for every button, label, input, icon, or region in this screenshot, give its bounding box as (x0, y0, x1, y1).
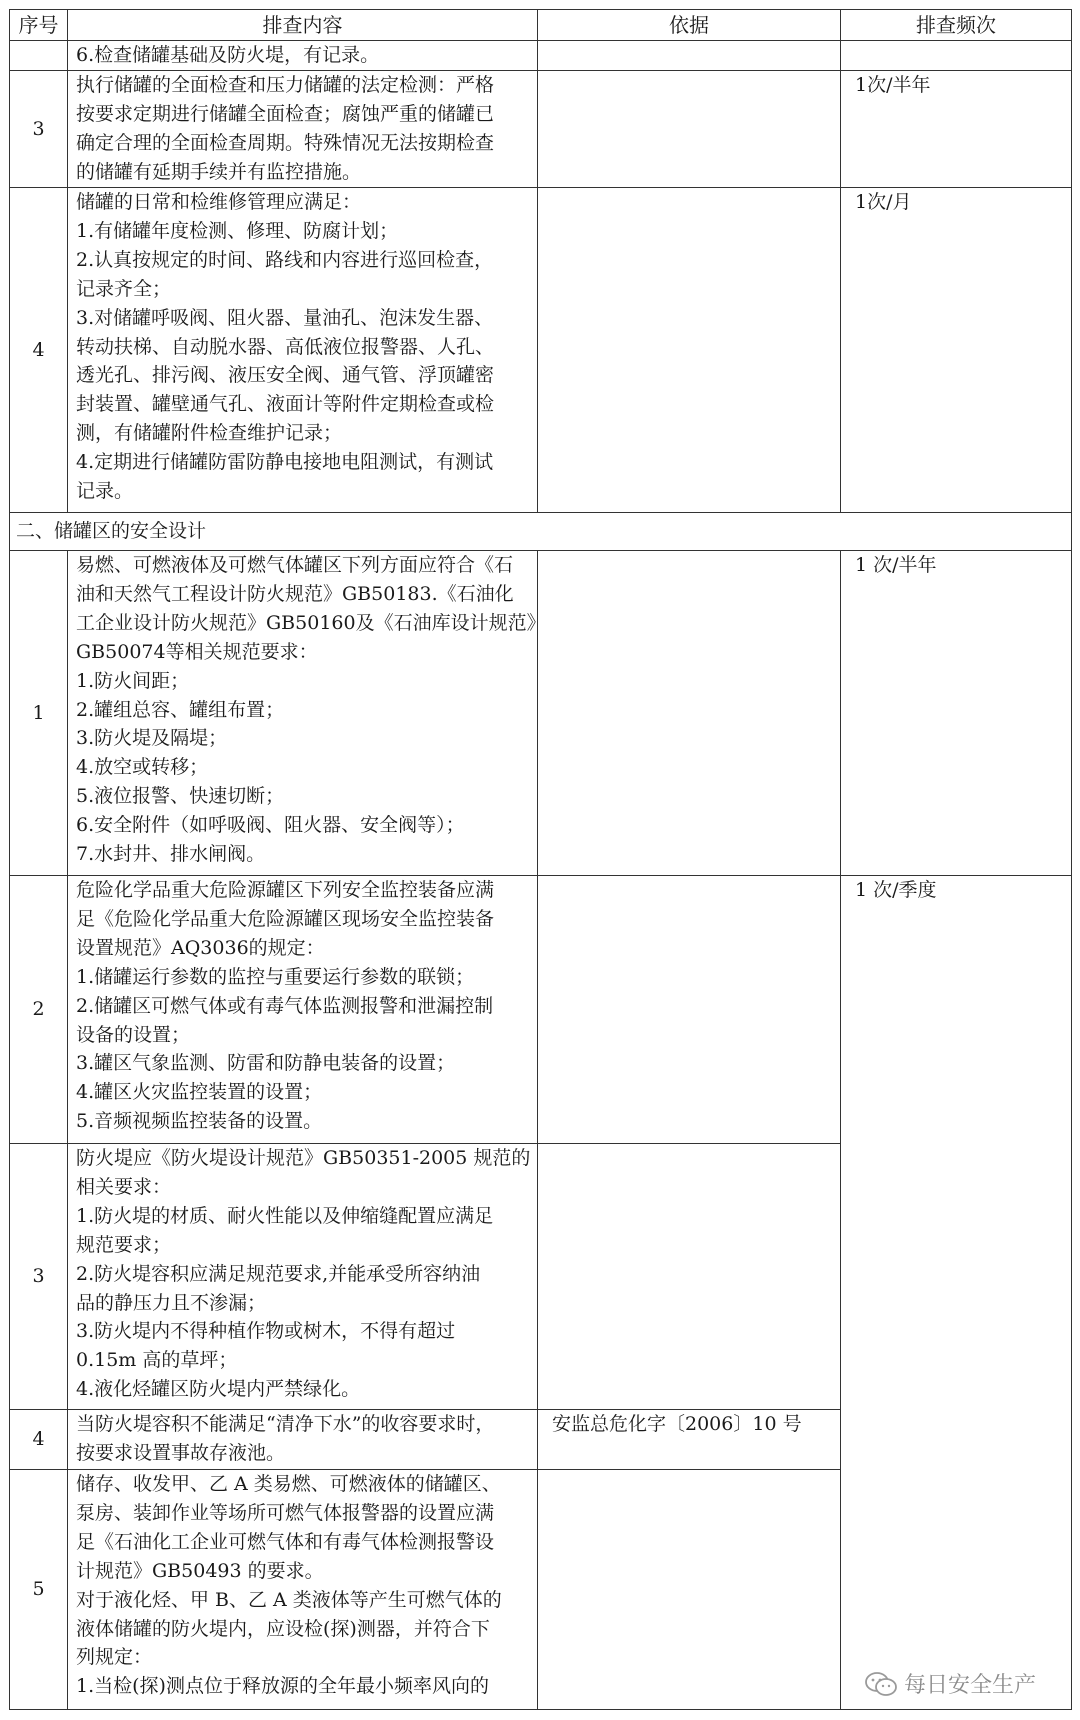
row-basis (538, 188, 841, 513)
watermark (864, 1668, 1036, 1699)
row-frequency: 1 次/半年 (841, 551, 1072, 876)
row-content: 6.检查储罐基础及防火堤，有记录。 (68, 41, 538, 71)
row-number: 5 (10, 1470, 68, 1710)
row-number: 4 (10, 188, 68, 513)
table-row (10, 41, 1072, 71)
row-content: 执行储罐的全面检查和压力储罐的法定检测：严格 按要求定期进行储罐全面检查；腐蚀严重的储罐已 确定合理的全面检查周期。特殊情况无法按期检查 的储罐有延期手续并有监控措施。 (68, 71, 538, 188)
wechat-icon (864, 1671, 898, 1697)
row-number: 1 (10, 551, 68, 876)
header-basis: 依据 (538, 10, 841, 41)
row-content: 危险化学品重大危险源罐区下列安全监控装备应满 足《危险化学品重大危险源罐区现场安全监控装备 设置规范》AQ3036的规定： 1.储罐运行参数的监控与重要运行参数的联锁； 2.储罐区可燃气体或有毒气体监测报警和泄漏控制 设备的设置； 3.罐区气象监测、防雷和防静电装备的设置； 4.罐区火灾监控装置的设置； 5.音频视频监控装备的设置。 (68, 876, 538, 1144)
section-row (10, 513, 1072, 551)
table-row (10, 71, 1072, 188)
header-content: 排查内容 (68, 10, 538, 41)
row-frequency (841, 41, 1072, 71)
row-number: 3 (10, 71, 68, 188)
table-row (10, 876, 1072, 1144)
header-freq: 排查频次 (841, 10, 1072, 41)
row-basis (538, 71, 841, 188)
row-number: 2 (10, 876, 68, 1144)
row-basis: 安监总危化字〔2006〕10 号 (538, 1410, 841, 1470)
row-frequency: 1次/半年 (841, 71, 1072, 188)
table-row (10, 551, 1072, 876)
watermark-text: 每日安全生产 (903, 1673, 1036, 1698)
section-title: 二、储罐区的安全设计 (10, 513, 1072, 551)
row-frequency: 1 次/季度 (841, 876, 1072, 1710)
row-content: 易燃、可燃液体及可燃气体罐区下列方面应符合《石 油和天然气工程设计防火规范》GB50183.《石油化 工企业设计防火规范》GB50160及《石油库设计规范》 GB50074等相关规范要求： 1.防火间距； 2.罐组总容、罐组布置； 3.防火堤及隔堤； 4.放空或转移； 5.液位报警、快速切断； 6.安全附件（如呼吸阀、阻火器、安全阀等）； 7.水封井、排水闸阀。 (68, 551, 538, 876)
row-content: 储罐的日常和检维修管理应满足： 1.有储罐年度检测、修理、防腐计划； 2.认真按规定的时间、路线和内容进行巡回检查， 记录齐全； 3.对储罐呼吸阀、阻火器、量油孔、泡沫发生器、 转动扶梯、自动脱水器、高低液位报警器、人孔、 透光孔、排污阀、液压安全阀、通气管、浮顶罐密 封装置、罐壁通气孔、液面计等附件定期检查或检 测，有储罐附件检查维护记录； 4.定期进行储罐防雷防静电接地电阻测试，有测试 记录。 (68, 188, 538, 513)
header-no: 序号 (10, 10, 68, 41)
header-row (10, 10, 1072, 41)
row-basis (538, 41, 841, 71)
row-number: 4 (10, 1410, 68, 1470)
row-basis (538, 1470, 841, 1710)
row-content: 储存、收发甲、乙 A 类易燃、可燃液体的储罐区、 泵房、装卸作业等场所可燃气体报警器的设置应满 足《石油化工企业可燃气体和有毒气体检测报警设 计规范》GB50493 的要求。 对于液化烃、甲 B、乙 A 类液体等产生可燃气体的 液体储罐的防火堤内，应设检(探)测器，并符合下 列规定： 1.当检(探)测点位于释放源的全年最小频率风向的 (68, 1470, 538, 1710)
table-row (10, 188, 1072, 513)
row-number: 3 (10, 1144, 68, 1410)
inspection-table (9, 9, 1072, 1710)
row-basis (538, 1144, 841, 1410)
row-content: 防火堤应《防火堤设计规范》GB50351-2005 规范的 相关要求： 1.防火堤的材质、耐火性能以及伸缩缝配置应满足 规范要求； 2.防火堤容积应满足规范要求,并能承受所容纳油 品的静压力且不渗漏； 3.防火堤内不得种植作物或树木，不得有超过 0.15m 高的草坪； 4.液化烃罐区防火堤内严禁绿化。 (68, 1144, 538, 1410)
row-content: 当防火堤容积不能满足“清净下水”的收容要求时， 按要求设置事故存液池。 (68, 1410, 538, 1470)
row-number (10, 41, 68, 71)
row-basis (538, 876, 841, 1144)
row-frequency: 1次/月 (841, 188, 1072, 513)
row-basis (538, 551, 841, 876)
